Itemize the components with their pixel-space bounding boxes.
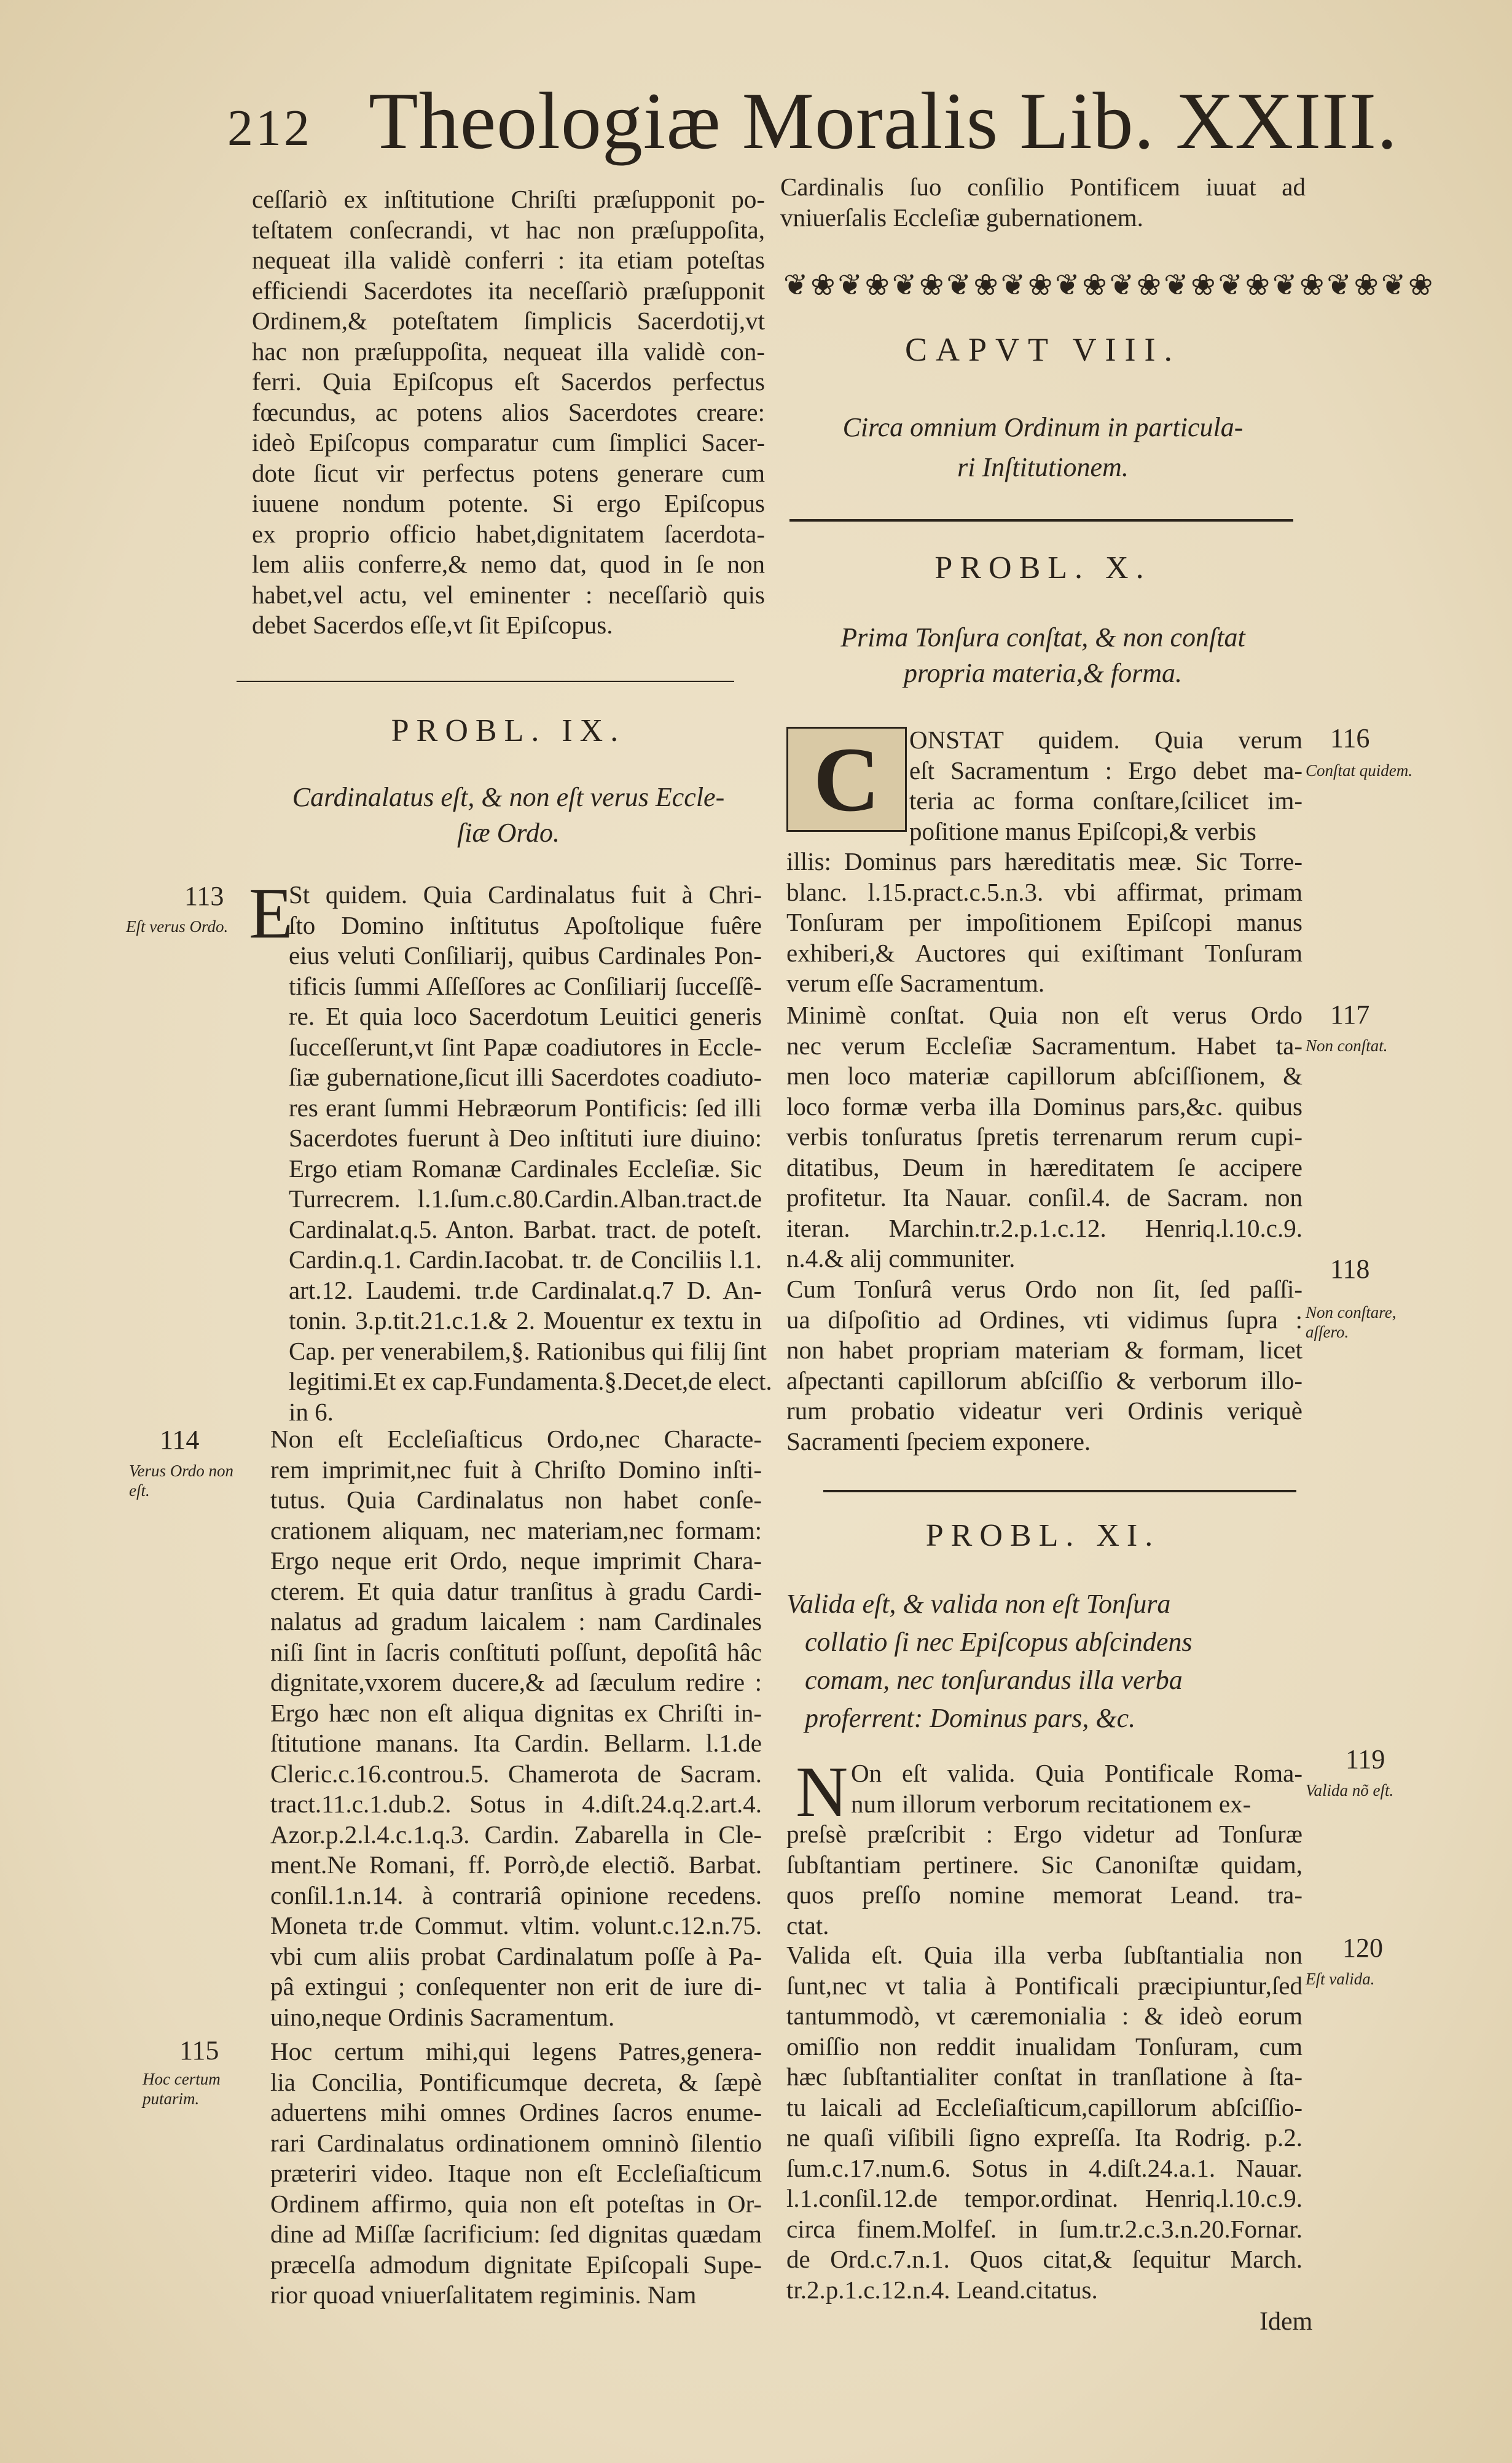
text-line: Cardinalat.q.5. Anton. Barbat. tract. de poteſt. — [289, 1215, 762, 1243]
margin-number-115: 115 — [179, 2035, 219, 2066]
text-line: ſiæ gubernatione,ſicut illi Sacerdotes coadiuto- — [289, 1063, 762, 1091]
decorated-initial-letter: C — [813, 728, 880, 831]
text-line: On eſt valida. Quia Pontificale Roma- — [851, 1759, 1302, 1787]
text-line: omiſſio non reddit inualidam Tonſuram, cum — [786, 2032, 1302, 2061]
text-line: vniuerſalis Eccleſiæ gubernationem. — [780, 203, 1143, 232]
text-line: re. Et quia loco Sacerdotum Leuitici generis — [289, 1002, 762, 1030]
text-line: ment.Ne Romani, ff. Porrò,de electiõ. Barbat. — [270, 1850, 762, 1879]
margin-note-120: Eſt valida. — [1306, 1970, 1375, 1988]
text-line: Sacerdotes fuerunt à Deo inſtituti iure diuino: — [289, 1124, 762, 1152]
text-line: Ordinem affirmo, quia non eſt poteſtas in Or- — [270, 2189, 762, 2218]
text-line: ideò Epiſcopus comparatur cum ſimplici Sacer- — [252, 428, 765, 456]
text-line: nequeat illa validè conferri : ita etiam poteſtas — [252, 246, 765, 274]
caput-viii-heading: CAPVT VIII. — [904, 331, 1181, 368]
text-line: num illorum verborum recitationem ex- — [851, 1789, 1252, 1818]
text-line: tonin. 3.p.tit.21.c.1.& 2. Mouentur ex textu in — [289, 1306, 762, 1334]
caput-rule — [789, 519, 1293, 522]
margin-number-113: 113 — [184, 881, 224, 911]
text-line: res erant ſummi Hebræorum Pontificis: ſed illi — [289, 1093, 762, 1122]
text-line: Hoc certum mihi,qui legens Patres,genera- — [270, 2037, 762, 2066]
margin-number-118: 118 — [1330, 1254, 1370, 1284]
text-line: Valida eſt. Quia illa verba ſubſtantialia non — [786, 1941, 1302, 1969]
text-line: ſucceſſerunt,vt ſint Papæ coadiutores in Eccle- — [289, 1032, 762, 1061]
margin-note-117: Non conſtat. — [1306, 1036, 1388, 1055]
text-line: rem imprimit,nec fuit à Chriſto Domino inſti- — [270, 1455, 762, 1484]
text-line: rari Cardinalatus ordinationem omninò ſilentio — [270, 2128, 762, 2157]
text-line: Cardin.q.1. Cardin.Iacobat. tr. de Conciliis l.1. — [289, 1245, 762, 1274]
text-line: teſtatem conſecrandi, vt hac non præſuppoſita, — [252, 215, 765, 244]
text-line: Tonſuram per impoſitionem Epiſcopi manus — [786, 908, 1302, 936]
text-line: non habet propriam materiam & formam, licet — [786, 1336, 1302, 1364]
page-number: 212 — [227, 100, 312, 157]
text-line: eſt Sacramentum : Ergo debet ma- — [909, 756, 1302, 785]
text-line: ceſſariò ex inſtitutione Chriſti præſupponit po- — [252, 185, 765, 213]
para-120 — [786, 1940, 1302, 2305]
text-line: Minimè conſtat. Quia non eſt verus Ordo — [786, 1001, 1302, 1029]
text-line: iteran. Marchin.tr.2.p.1.c.12. Henriq.l.10.c.9. — [786, 1213, 1302, 1242]
text-line: Ergo hæc non eſt aliqua dignitas ex Chriſti in- — [270, 1698, 762, 1727]
right-column-top — [780, 172, 1306, 233]
para-119-indented — [851, 1758, 1302, 1819]
text-line: Sacramenti ſpeciem exponere. — [786, 1427, 1091, 1455]
text-line: ua diſpoſitio ad Ordines, vti vidimus ſupra : — [786, 1305, 1302, 1334]
text-line: proferrent: Dominus pars, &c. — [805, 1703, 1136, 1733]
text-line: ditatibus, Deum in hæreditatem ſe accipere — [786, 1153, 1302, 1181]
text-line: ſtitutione manans. Ita Cardin. Bellarm. l.1.de — [270, 1729, 762, 1757]
margin-note-116: Conſtat quidem. — [1306, 761, 1412, 780]
margin-number-116: 116 — [1330, 723, 1370, 753]
margin-note-115: Hoc certum putarim. — [143, 2070, 221, 2108]
text-line: ſum.c.17.num.6. Sotus in 4.diſt.24.a.1. Nauar. — [786, 2153, 1302, 2182]
text-line: verbis tonſuratus ſpretis terrenarum rerum cupi- — [786, 1122, 1302, 1151]
margin-number-120: 120 — [1342, 1933, 1383, 1963]
text-line: Cardinalis ſuo conſilio Pontificem iuuat ad — [780, 173, 1306, 201]
probl-ix-title-line-2: ſiæ Ordo. — [456, 818, 560, 848]
text-line: Cum Tonſurâ verus Ordo non ſit, ſed paſſi- — [786, 1275, 1302, 1303]
text-line: vbi cum aliis probat Cardinalatum poſſe à Pa- — [270, 1941, 762, 1970]
text-line: Cap. per venerabilem,§. Rationibus qui filij ſint — [289, 1336, 767, 1365]
text-line: legitimi.Et ex cap.Fundamenta.§.Decet,de elect. — [289, 1367, 772, 1395]
text-line: lia Concilia, Pontificumque decreta, & ſæpè — [270, 2067, 762, 2096]
text-line: loco formæ verba illa Dominus pars,&c. quibus — [786, 1092, 1302, 1121]
text-line: blanc. l.15.pract.c.5.n.3. vbi affirmat, primam — [786, 877, 1302, 906]
text-line: illis: Dominus pars hæreditatis meæ. Sic Torre- — [786, 847, 1302, 875]
text-line: Valida eſt, & valida non eſt Tonſura — [786, 1589, 1171, 1619]
decorated-initial-c — [786, 727, 907, 832]
probl-xi-title — [786, 1585, 1306, 1737]
text-line: debet Sacerdos eſſe,vt ſit Epiſcopus. — [252, 611, 613, 639]
probl-x-title-line-1: Prima Tonſura conſtat, & non conſtat — [840, 622, 1245, 652]
text-line: Turrecrem. l.1.ſum.c.80.Cardin.Alban.tract.de — [289, 1185, 762, 1213]
text-line: uino,neque Ordinis Sacramentum. — [270, 2002, 615, 2031]
text-line: Azor.p.2.l.4.c.1.q.3. Cardin. Zabarella in Cle- — [270, 1820, 762, 1849]
text-line: crationem aliquam, nec materiam,nec formam: — [270, 1516, 762, 1545]
text-line: hæc ſubſtantialiter conſtat in tranſlatione à ſta- — [786, 2062, 1302, 2091]
catchword: Idem — [1259, 2308, 1313, 2336]
text-line: tutus. Quia Cardinalatus non habet conſe- — [270, 1486, 762, 1514]
probl-xi-heading: PROBL. XI. — [925, 1518, 1161, 1553]
text-line: Non eſt Eccleſiaſticus Ordo,nec Characte- — [270, 1425, 762, 1453]
intro-paragraph — [252, 184, 765, 641]
text-line: ferri. Quia Epiſcopus eſt Sacerdos perfectus — [252, 367, 765, 396]
text-line: comam, nec tonſurandus illa verba — [805, 1665, 1183, 1695]
text-line: circa finem.Molfeſ. in ſum.tr.2.c.3.n.20.Fornar. — [786, 2214, 1302, 2243]
text-line: n.4.& alij communiter. — [786, 1244, 1016, 1272]
para-116-rest — [786, 847, 1302, 999]
text-line: tract.11.c.1.dub.2. Sotus in 4.diſt.24.q.2.art.4. — [270, 1790, 762, 1818]
initial-n: N — [796, 1752, 848, 1832]
probl-x-title-line-2: propria materia,& forma. — [903, 658, 1183, 688]
para-117 — [786, 1000, 1302, 1274]
text-line: de Ord.c.7.n.1. Quos citat,& ſequitur March. — [786, 2245, 1302, 2273]
text-line: præteriri video. Itaque non eſt Eccleſiaſticum — [270, 2159, 762, 2187]
section-rule-2 — [823, 1490, 1296, 1492]
text-line: fœcundus, ac potens alios Sacerdotes creare: — [252, 397, 765, 426]
text-line: men loco materiæ capillorum abſciſſionem, & — [786, 1062, 1302, 1090]
para-114 — [270, 1424, 762, 2032]
text-line: pâ extingui ; conſequenter non erit de iure di- — [270, 1972, 762, 2000]
text-line: ſubſtantiam pertinere. Sic Canoniſtæ quidam, — [786, 1850, 1302, 1879]
para-118 — [786, 1274, 1302, 1457]
page-header — [227, 74, 1398, 178]
text-line: ſto Domino inſtitutus Apoſtolique fuêre — [289, 910, 762, 939]
text-line: dine ad Miſſæ ſacrificium: ſed dignitas quædam — [270, 2220, 762, 2248]
text-line: rum probatio videatur veri Ordinis veriquè — [786, 1396, 1302, 1425]
text-line: Ergo neque erit Ordo, neque imprimit Chara- — [270, 1546, 762, 1575]
left-column — [252, 184, 765, 641]
margin-note-113: Eſt verus Ordo. — [126, 917, 229, 936]
text-line: quos preſſo nomine memorat Leand. tra- — [786, 1881, 1302, 1909]
text-line: eius veluti Conſiliarij, quibus Cardinales Pon- — [289, 941, 762, 969]
text-line: in 6. — [289, 1397, 334, 1426]
text-line: preſsè præſcribit : Ergo videtur ad Tonſuræ — [786, 1820, 1302, 1848]
text-line: lem aliis conferre,& nemo dat, quod in ſe non — [252, 550, 765, 578]
text-line: ne quaſi viſibili ſigno expreſſa. Ita Rodrig. p.2. — [786, 2123, 1302, 2152]
text-line: profitetur. Ita Nauar. conſil.4. de Sacram. non — [786, 1183, 1302, 1212]
text-line: niſi ſint in ſacris conſtituti poſſunt, depoſitâ hâc — [270, 1637, 762, 1666]
para-119-rest — [786, 1819, 1302, 1941]
text-line: iuuene nondum potente. Si ergo Epiſcopus — [252, 489, 765, 517]
text-line: art.12. Laudemi. tr.de Cardinalat.q.7 D. An- — [289, 1275, 762, 1304]
text-line: Moneta tr.de Commut. vltim. volunt.c.12.n.75. — [270, 1911, 762, 1940]
section-rule — [237, 681, 734, 682]
text-line: poſitione manus Epiſcopi,& verbis — [909, 816, 1256, 845]
text-line: rior quoad vniuerſalitatem regiminis. Nam — [270, 2281, 697, 2309]
text-line: Ordinem,& poteſtatem ſimplicis Sacerdotij,vt — [252, 307, 765, 335]
text-line: tu laicali ad Eccleſiaſticum,capillorum abſciſſio- — [786, 2093, 1302, 2121]
text-line: Ergo etiam Romanæ Cardinales Eccleſiæ. Sic — [289, 1154, 762, 1183]
para-115 — [270, 2037, 762, 2311]
probl-ix-title-line-1: Cardinalatus eſt, & non eſt verus Eccle- — [292, 782, 725, 812]
text-line: aduertens mihi omnes Ordines ſacros enume- — [270, 2098, 762, 2126]
probl-ix-heading: PROBL. IX. — [391, 713, 626, 748]
margin-note-118: Non conſtare, aſſero. — [1306, 1303, 1396, 1341]
text-line: cterem. Et quia datur tranſitus à gradu Cardi- — [270, 1576, 762, 1605]
text-line: efficiendi Sacerdotes ita neceſſariò præſupponit — [252, 276, 765, 305]
margin-number-119: 119 — [1346, 1744, 1385, 1774]
text-line: hac non præſuppoſita, nequeat illa validè con- — [252, 337, 765, 366]
text-line: St quidem. Quia Cardinalatus fuit à Chri- — [289, 880, 762, 909]
running-title: Theologiæ Moralis Lib. XXIII. — [369, 76, 1398, 166]
text-line: exhiberi,& Auctores qui exiſtimant Tonſuram — [786, 938, 1302, 967]
text-line: Cleric.c.16.controu.5. Chamerota de Sacram. — [270, 1759, 762, 1788]
margin-number-117: 117 — [1330, 1000, 1370, 1030]
text-line: aſpectanti capillorum abſciſſio & verborum illo- — [786, 1366, 1302, 1395]
text-line: collatio ſi nec Epiſcopus abſcindens — [805, 1627, 1193, 1657]
text-line: nec verum Eccleſiæ Sacramentum. Habet ta- — [786, 1031, 1302, 1060]
text-line: habet,vel actu, vel eminenter : neceſſariò quis — [252, 580, 765, 609]
text-line: dignitate,vxorem ducere,& ad ſæculum redire : — [270, 1668, 762, 1696]
text-line: ONSTAT quidem. Quia verum — [909, 726, 1302, 754]
para-116-indented — [909, 725, 1302, 847]
margin-note-114: Verus Ordo non eſt. — [129, 1462, 234, 1500]
text-line: dote ſicut vir perfectus potens generare cum — [252, 458, 765, 487]
text-line: tantummodò, vt cæremonialia : & ideò eorum — [786, 2002, 1302, 2030]
ornamental-band: ❦❀❦❀❦❀❦❀❦❀❦❀❦❀❦❀❦❀❦❀❦❀❦❀ — [783, 269, 1436, 302]
initial-e: E — [249, 873, 294, 953]
text-line: præcelſa admodum dignitate Epiſcopali Supe- — [270, 2250, 762, 2279]
caput-title-line-1: Circa omnium Ordinum in particula- — [842, 412, 1244, 442]
text-line: verum eſſe Sacramentum. — [786, 969, 1045, 997]
text-line: ex proprio officio habet,dignitatem ſacerdota- — [252, 519, 765, 548]
margin-note-119: Valida nõ eſt. — [1306, 1781, 1394, 1799]
text-line: conſil.1.n.14. à contrariâ opinione recedens. — [270, 1881, 762, 1909]
caput-title-line-2: ri Inſtitutionem. — [957, 452, 1129, 482]
probl-x-heading: PROBL. X. — [934, 550, 1151, 585]
text-line: l.1.conſil.12.de tempor.ordinat. Henriq.l.10.c.9. — [786, 2184, 1302, 2212]
text-line: ctat. — [786, 1911, 829, 1940]
text-line: tr.2.p.1.c.12.n.4. Leand.citatus. — [786, 2275, 1098, 2304]
text-line: nalatus ad gradum laicalem : nam Cardinales — [270, 1607, 762, 1635]
text-line: ſunt,nec vt talia à Pontificali præcipiuntur,ſed — [786, 1971, 1302, 2000]
text-line: teria ac forma conſtare,ſcilicet im- — [909, 786, 1302, 815]
text-line: tificis ſummi Aſſeſſores ac Conſiliarij ſucceſſê- — [289, 971, 762, 1000]
margin-number-114: 114 — [160, 1425, 200, 1455]
para-113 — [289, 880, 772, 1427]
